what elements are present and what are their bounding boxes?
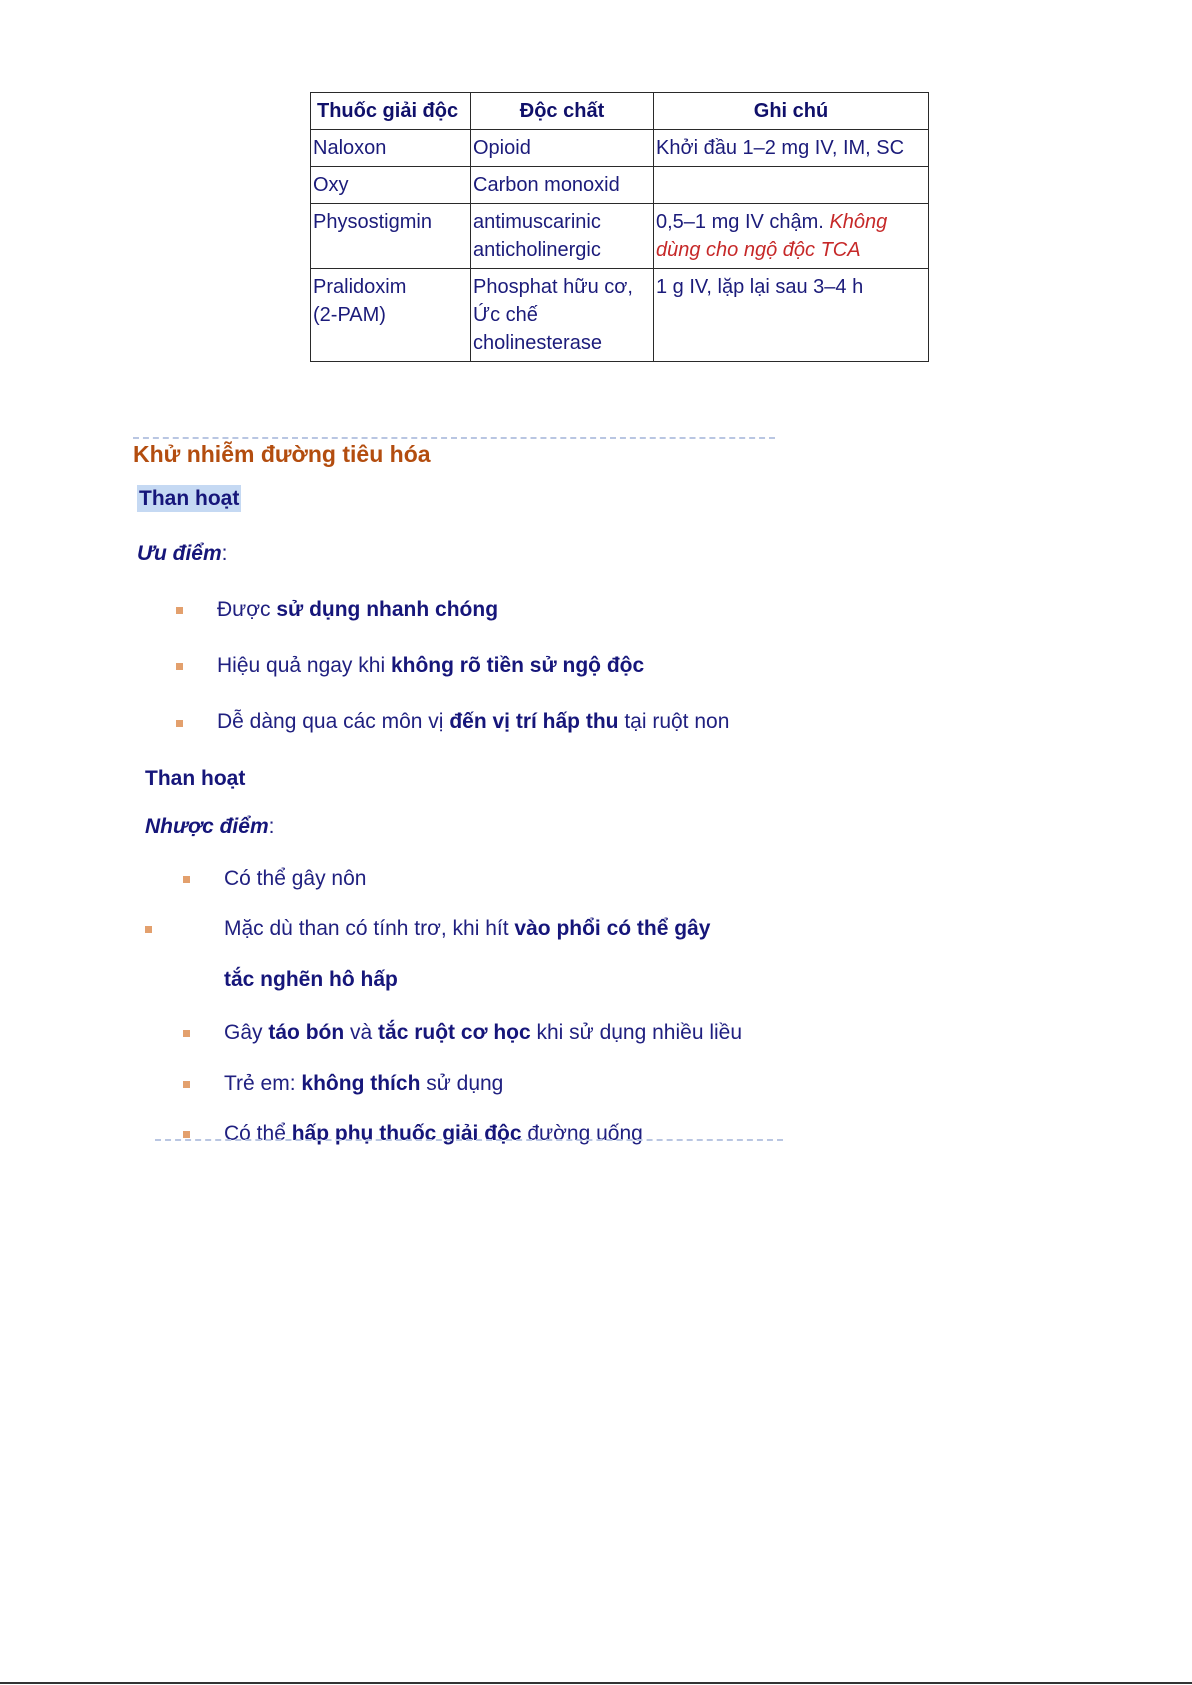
antidote-cell: Pralidoxim (2-PAM) — [311, 269, 471, 362]
note-text: 0,5–1 mg IV chậm. — [656, 211, 824, 233]
table-row — [311, 204, 929, 269]
subtitle-charcoal-advantages — [137, 487, 241, 511]
antidote-cell: Oxy — [311, 167, 471, 204]
toxin-cell: Carbon monoxid — [471, 167, 654, 204]
advantages-label: Ưu điểm — [137, 542, 222, 565]
table-row — [311, 269, 929, 362]
bullet-icon — [183, 1131, 190, 1138]
note-warning: Không dùng cho ngộ độc TCA — [656, 211, 888, 261]
note-cell — [654, 204, 929, 269]
subtitle-text: Than hoạt — [139, 487, 240, 510]
bullet-icon — [183, 876, 190, 883]
note-text: 1 g IV, lặp lại sau 3–4 h — [656, 276, 864, 298]
bullet-icon — [145, 926, 152, 933]
bullet-icon — [176, 607, 183, 614]
disadvantages-heading: Nhược điểm: — [145, 815, 275, 838]
note-cell — [654, 269, 929, 362]
column-header-note: Ghi chú — [654, 93, 929, 130]
bullet-icon — [176, 663, 183, 670]
list-item: Gây táo bón và tắc ruột cơ học khi sử dụng nhiều liều — [224, 1021, 743, 1044]
column-header-toxin: Độc chất — [471, 93, 654, 130]
disadvantages-label: Nhược điểm — [145, 815, 269, 838]
list-item: Hiệu quả ngay khi không rõ tiền sử ngộ độc — [217, 654, 645, 677]
table-row — [311, 167, 929, 204]
bullet-icon — [183, 1030, 190, 1037]
list-item-continuation: tắc nghẽn hô hấp — [224, 968, 398, 991]
note-cell — [654, 130, 929, 167]
antidote-cell: Naloxon — [311, 130, 471, 167]
list-item: Được sử dụng nhanh chóng — [217, 598, 499, 621]
note-cell — [654, 167, 929, 204]
table-row — [311, 130, 929, 167]
list-item: Dễ dàng qua các môn vị đến vị trí hấp thu tại ruột non — [217, 710, 730, 733]
section-title: Khử nhiễm đường tiêu hóa — [133, 441, 431, 467]
antidote-cell: Physostigmin — [311, 204, 471, 269]
bullet-icon — [176, 720, 183, 727]
column-header-antidote: Thuốc giải độc — [311, 93, 471, 130]
subtitle-charcoal-disadvantages: Than hoạt — [145, 767, 246, 790]
list-item: Có thể gây nôn — [224, 867, 367, 890]
toxin-cell: Opioid — [471, 130, 654, 167]
list-item: Mặc dù than có tính trơ, khi hít vào phổi có thể gây — [224, 917, 711, 940]
toxin-cell: antimuscarinic anticholinergic — [471, 204, 654, 269]
advantages-heading: Ưu điểm: — [137, 542, 228, 565]
list-item: Trẻ em: không thích sử dụng — [224, 1072, 504, 1095]
table-header-row — [311, 93, 929, 130]
toxin-cell: Phosphat hữu cơ, Ức chế cholinesterase — [471, 269, 654, 362]
page-bottom-rule — [0, 1682, 1192, 1684]
dashed-rule-top — [133, 437, 775, 439]
antidote-table — [310, 92, 929, 362]
dashed-rule-bottom — [155, 1139, 783, 1141]
bullet-icon — [183, 1081, 190, 1088]
list-item: Có thể hấp phụ thuốc giải độc đường uống — [224, 1122, 643, 1145]
note-text: Khởi đầu 1–2 mg IV, IM, SC — [656, 137, 905, 159]
